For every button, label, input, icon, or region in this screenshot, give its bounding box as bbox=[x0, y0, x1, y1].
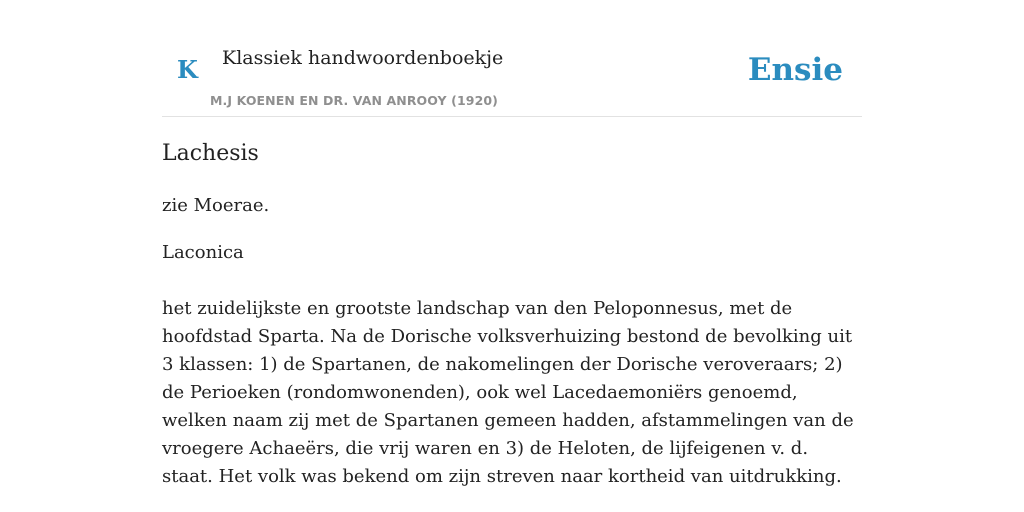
book-logo[interactable]: K bbox=[177, 55, 198, 84]
entry-definition-text: het zuidelijkste en grootste landschap van den Peloponnesus, met de hoofdstad Sparta. Na de Dorische volksverhuizing bestond de bevolking uit 3 klassen: 1) de Spartanen, de nakomelingen der Dorische veroveraars; 2) de Perioeken (rondomwonenden), ook wel Lacedaemoniërs genoemd, welken naam zij met de Spartanen gemeen hadden, afstammelingen van de vroegere Achaeërs, die vrij waren en 3) de Heloten, de lijfeigenen v. d. staat. Het volk was bekend om zijn streven naar kortheid van uitdrukking. bbox=[162, 298, 854, 487]
entry-subterm: Laconica bbox=[162, 242, 244, 263]
page bbox=[162, 0, 862, 512]
entry-title: Lachesis bbox=[162, 141, 259, 166]
entry-definition: zie Moerae. bbox=[162, 195, 270, 216]
book-header bbox=[162, 0, 862, 117]
book-title-link[interactable]: Klassiek handwoordenboekje bbox=[222, 47, 504, 69]
ensie-brand-logo[interactable]: Ensie bbox=[747, 52, 843, 88]
book-author: M.J KOENEN EN DR. VAN ANROOY (1920) bbox=[210, 93, 498, 108]
